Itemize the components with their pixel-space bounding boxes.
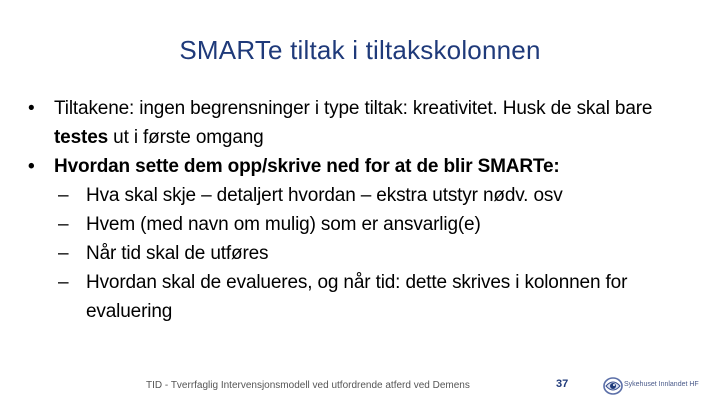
sub-bullet-item: [28, 239, 698, 268]
slide-title: SMARTe tiltak i tiltakskolonnen: [179, 35, 541, 65]
dash-marker: –: [58, 185, 69, 206]
bullet-text: Tiltakene: ingen begrensninger i type tiltak: kreativitet. Husk de skal bare: [54, 98, 653, 119]
sub-bullet-text: Hvordan skal de evalueres, og når tid: dette skrives i kolonnen for evaluering: [86, 272, 628, 322]
dash-marker: –: [58, 243, 69, 264]
bullet-item: [28, 152, 698, 181]
dash-marker: –: [58, 214, 69, 235]
bullet-text: ut i første omgang: [108, 127, 264, 148]
bullet-text-emphasis: testes: [54, 127, 109, 148]
eye-swirl-logo-icon: [602, 374, 624, 398]
bullet-text: Hvordan sette dem opp/skrive ned for at de blir SMARTe:: [54, 156, 560, 177]
footer-text: TID - Tverrfaglig Intervensjonsmodell ved utfordrende atferd ved Demens: [146, 380, 470, 391]
sub-bullet-text: Når tid skal de utføres: [86, 243, 269, 264]
sub-bullet-text: Hvem (med navn om mulig) som er ansvarlig(e): [86, 214, 481, 235]
logo-text: Sykehuset Innlandet HF: [624, 381, 699, 388]
bullet-marker: •: [28, 156, 35, 177]
slide-body: [28, 94, 698, 326]
dash-marker: –: [58, 272, 69, 293]
sub-bullet-item: [28, 268, 698, 326]
bullet-item: [28, 94, 698, 152]
bullet-marker: •: [28, 98, 35, 119]
sub-bullet-text: Hva skal skje – detaljert hvordan – ekstra utstyr nødv. osv: [86, 185, 563, 206]
sub-bullet-item: [28, 181, 698, 210]
page-number: 37: [556, 378, 569, 390]
hospital-logo: [602, 374, 700, 398]
sub-bullet-item: [28, 210, 698, 239]
